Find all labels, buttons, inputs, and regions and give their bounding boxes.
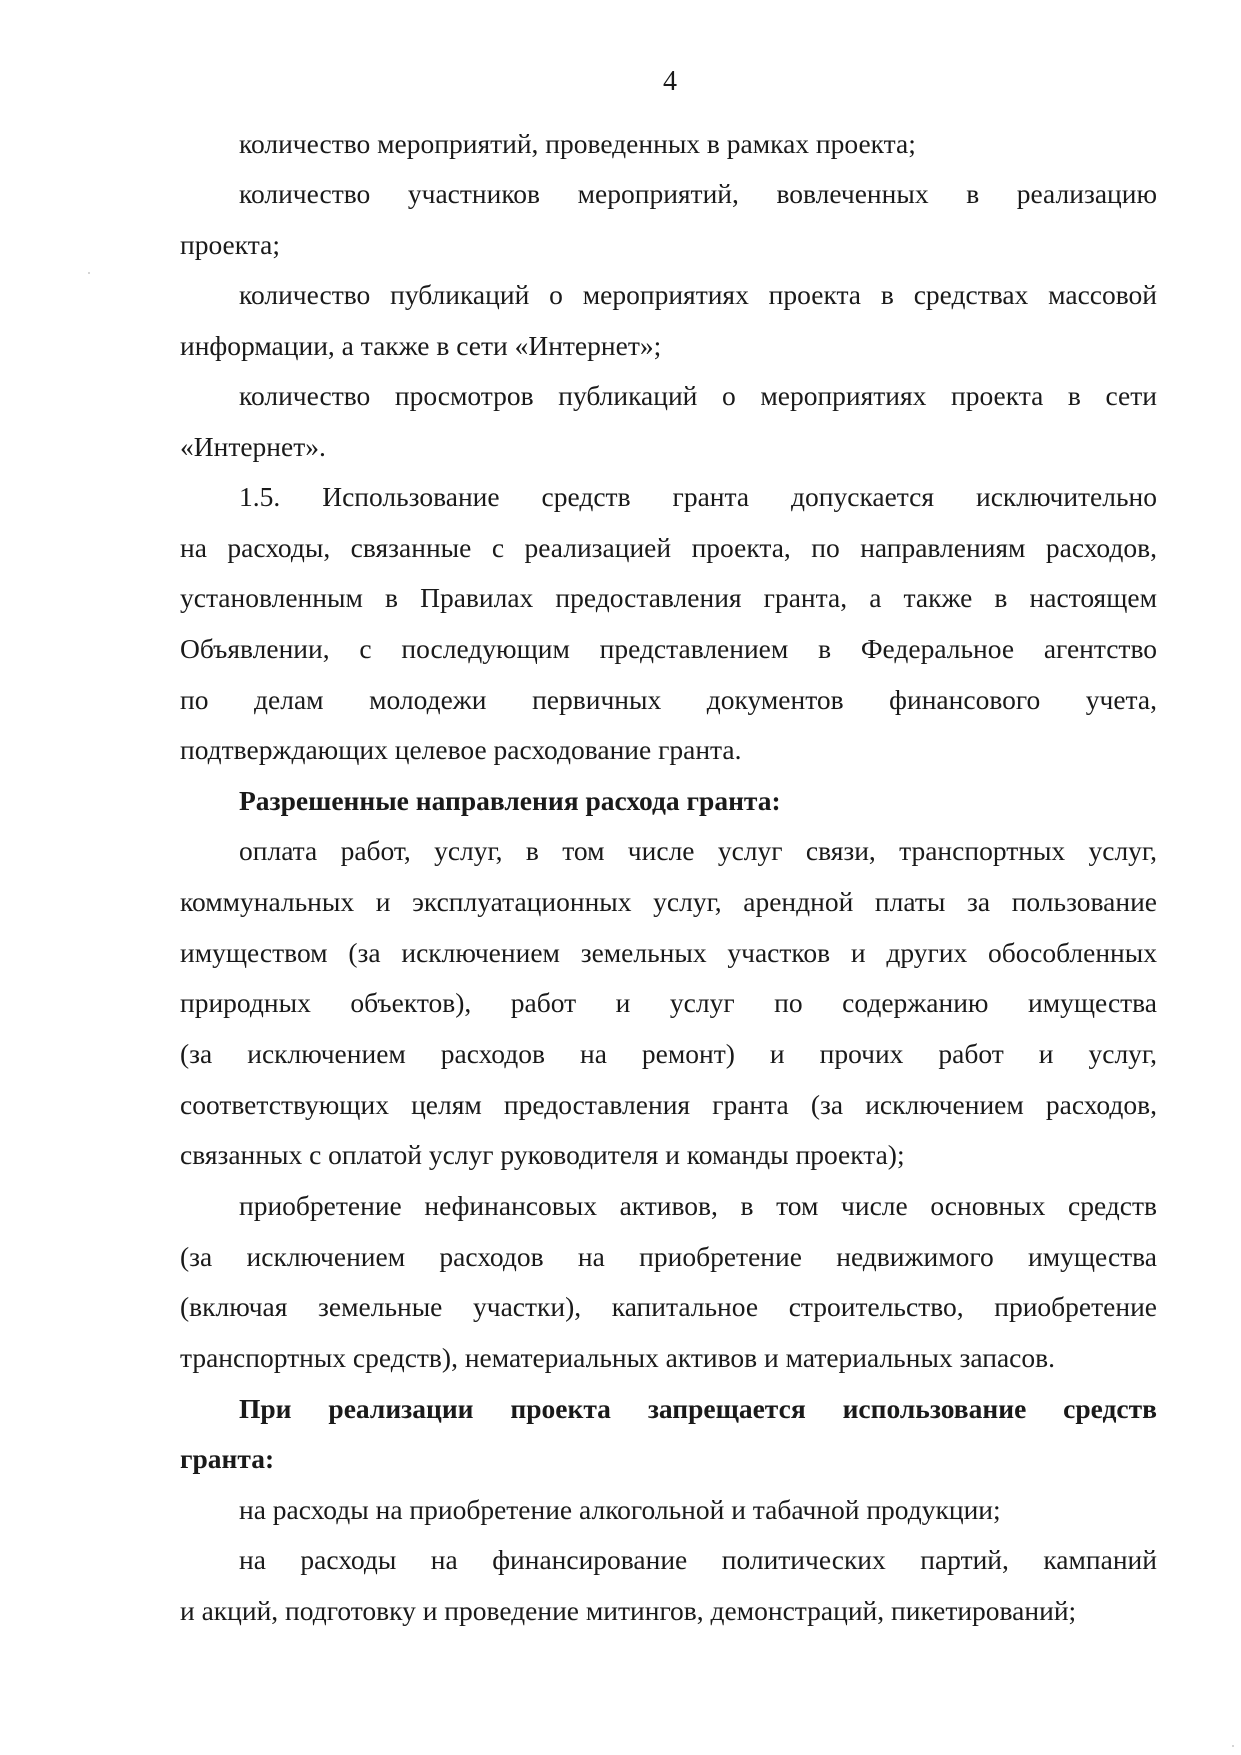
section-heading: гранта: <box>180 1443 275 1474</box>
text-line: проекта; <box>180 229 280 260</box>
text-line: количество просмотров публикаций о мероприятиях проекта в сети <box>239 380 1157 411</box>
text-line: транспортных средств), нематериальных активов и материальных запасов. <box>180 1342 1055 1373</box>
text-line: на расходы на финансирование политических партий, кампаний <box>239 1544 1157 1575</box>
page-number: 4 <box>663 66 677 97</box>
scan-speck <box>88 272 90 274</box>
text-line: на расходы на приобретение алкогольной и табачной продукции; <box>239 1494 1001 1525</box>
text-line: по делам молодежи первичных документов финансового учета, <box>180 684 1157 715</box>
section-heading: При реализации проекта запрещается использование средств <box>239 1393 1157 1424</box>
text-line: (включая земельные участки), капитальное строительство, приобретение <box>180 1291 1157 1322</box>
text-line: (за исключением расходов на ремонт) и прочих работ и услуг, <box>180 1038 1157 1069</box>
section-heading: Разрешенные направления расхода гранта: <box>239 785 781 816</box>
text-line: количество мероприятий, проведенных в рамках проекта; <box>239 128 916 159</box>
text-line: подтверждающих целевое расходование гранта. <box>180 734 742 765</box>
text-line: количество участников мероприятий, вовлеченных в реализацию <box>239 178 1157 209</box>
text-line: природных объектов), работ и услуг по содержанию имущества <box>180 987 1157 1018</box>
text-line: информации, а также в сети «Интернет»; <box>180 330 662 361</box>
text-line: приобретение нефинансовых активов, в том числе основных средств <box>239 1190 1157 1221</box>
text-line: имуществом (за исключением земельных участков и других обособленных <box>180 937 1157 968</box>
text-line: установленным в Правилах предоставления гранта, а также в настоящем <box>180 582 1157 613</box>
text-line: связанных с оплатой услуг руководителя и команды проекта); <box>180 1139 905 1170</box>
text-line: коммунальных и эксплуатационных услуг, арендной платы за пользование <box>180 886 1157 917</box>
text-line: 1.5. Использование средств гранта допускается исключительно <box>239 481 1157 512</box>
text-line: соответствующих целям предоставления гранта (за исключением расходов, <box>180 1089 1157 1120</box>
scan-speck <box>1232 1745 1234 1747</box>
text-line: и акций, подготовку и проведение митингов, демонстраций, пикетирований; <box>180 1595 1077 1626</box>
text-line: (за исключением расходов на приобретение недвижимого имущества <box>180 1241 1157 1272</box>
text-line: «Интернет». <box>180 431 326 462</box>
text-line: оплата работ, услуг, в том числе услуг связи, транспортных услуг, <box>239 835 1157 866</box>
text-line: Объявлении, с последующим представлением в Федеральное агентство <box>180 633 1157 664</box>
text-line: на расходы, связанные с реализацией проекта, по направлениям расходов, <box>180 532 1157 563</box>
text-line: количество публикаций о мероприятиях проекта в средствах массовой <box>239 279 1157 310</box>
